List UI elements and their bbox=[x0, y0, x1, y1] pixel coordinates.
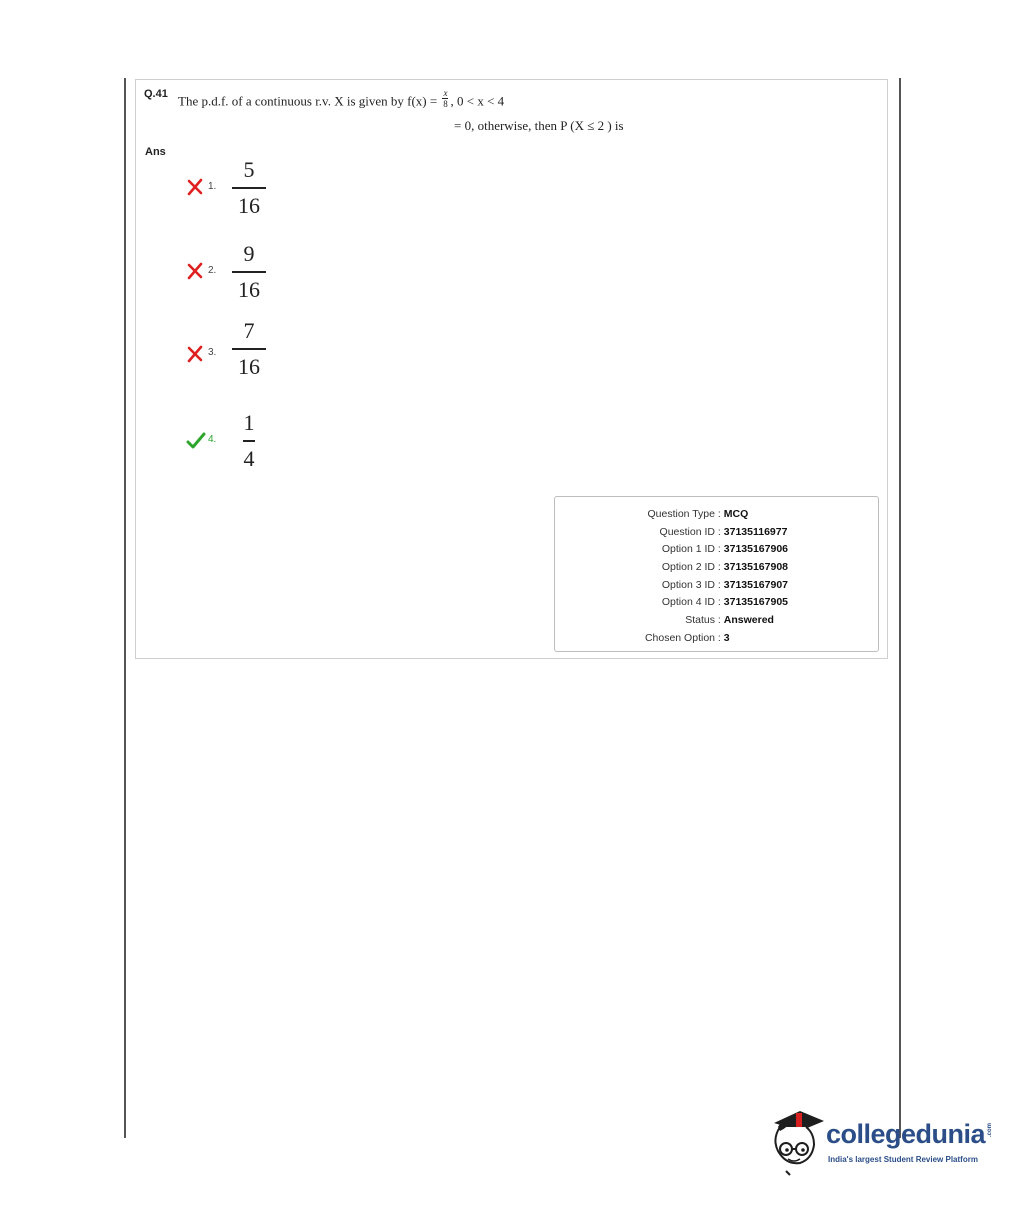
info-key: Option 4 ID bbox=[661, 596, 715, 609]
option-fraction bbox=[232, 319, 266, 379]
info-row-status: Status : Answered bbox=[555, 612, 878, 630]
info-key: Option 2 ID bbox=[661, 561, 715, 574]
info-row-option-1-id: Option 1 ID : 37135167906 bbox=[555, 541, 878, 559]
pdf-fraction-numerator: x bbox=[443, 88, 448, 98]
option-number: 1. bbox=[208, 181, 217, 192]
info-row-question-id: Question ID : 37135116977 bbox=[555, 524, 878, 542]
question-card bbox=[135, 79, 888, 659]
check-icon bbox=[186, 432, 204, 450]
cross-icon bbox=[186, 178, 204, 196]
mascot-icon bbox=[766, 1105, 826, 1182]
option-denominator: 16 bbox=[238, 277, 260, 302]
info-value: 37135167906 bbox=[723, 543, 789, 556]
page-right-border bbox=[899, 78, 901, 1138]
fraction-bar bbox=[243, 440, 255, 442]
option-2[interactable] bbox=[186, 242, 276, 312]
info-key: Question Type bbox=[647, 508, 715, 520]
info-value: 37135167907 bbox=[723, 578, 789, 591]
option-denominator: 16 bbox=[238, 354, 260, 379]
info-value: 3 bbox=[723, 631, 730, 644]
option-1[interactable] bbox=[186, 158, 276, 228]
option-fraction bbox=[232, 411, 266, 471]
info-value: 37135116977 bbox=[723, 525, 788, 538]
info-row-question-type: Question Type : MCQ bbox=[555, 506, 878, 524]
option-3[interactable] bbox=[186, 319, 276, 389]
option-denominator: 16 bbox=[238, 193, 260, 218]
question-info-box bbox=[554, 496, 879, 652]
info-row-option-3-id: Option 3 ID : 37135167907 bbox=[555, 577, 878, 595]
info-key: Chosen Option bbox=[644, 631, 715, 644]
answer-label: Ans bbox=[145, 146, 166, 158]
info-value: 37135167908 bbox=[723, 561, 789, 574]
option-fraction bbox=[232, 158, 266, 218]
info-key: Question ID bbox=[659, 525, 715, 538]
brand-name: collegedunia bbox=[826, 1119, 986, 1149]
collegedunia-logo[interactable] bbox=[766, 1105, 996, 1175]
info-value: MCQ bbox=[723, 508, 749, 520]
option-number: 3. bbox=[208, 347, 217, 358]
info-row-option-2-id: Option 2 ID : 37135167908 bbox=[555, 559, 878, 577]
question-number: Q.41 bbox=[144, 88, 168, 100]
question-text-prefix: The p.d.f. of a continuous r.v. X is given by f(x) = bbox=[178, 93, 438, 109]
question-text-suffix: , 0 < x < 4 bbox=[450, 93, 505, 109]
fraction-bar bbox=[232, 271, 266, 273]
option-fraction bbox=[232, 242, 266, 302]
option-numerator: 9 bbox=[243, 241, 255, 266]
fraction-bar bbox=[232, 187, 266, 189]
option-numerator: 5 bbox=[243, 157, 255, 182]
info-key: Status bbox=[685, 614, 715, 627]
cross-icon bbox=[186, 262, 204, 280]
question-text-line1 bbox=[178, 88, 505, 113]
info-key: Option 1 ID bbox=[661, 543, 715, 556]
option-numerator: 1 bbox=[243, 410, 255, 435]
info-value: Answered bbox=[723, 614, 774, 627]
option-4[interactable] bbox=[186, 411, 276, 481]
cross-icon bbox=[186, 345, 204, 363]
page-left-border bbox=[124, 78, 126, 1138]
info-key: Option 3 ID bbox=[661, 578, 715, 591]
option-numerator: 7 bbox=[243, 318, 255, 343]
option-denominator: 4 bbox=[243, 446, 255, 471]
brand-tagline: India's largest Student Review Platform bbox=[828, 1155, 978, 1164]
fraction-bar bbox=[232, 348, 266, 350]
pdf-fraction bbox=[442, 88, 448, 109]
info-value: 37135167905 bbox=[723, 596, 789, 609]
pdf-fraction-denominator: 8 bbox=[443, 99, 448, 109]
brand-com: .com bbox=[987, 1122, 994, 1138]
info-row-chosen-option: Chosen Option : 3 bbox=[555, 630, 878, 648]
option-number: 2. bbox=[208, 265, 217, 276]
option-number: 4. bbox=[208, 434, 217, 445]
info-row-option-4-id: Option 4 ID : 37135167905 bbox=[555, 594, 878, 612]
question-text-line2: = 0, otherwise, then P (X ≤ 2 ) is bbox=[454, 118, 624, 133]
